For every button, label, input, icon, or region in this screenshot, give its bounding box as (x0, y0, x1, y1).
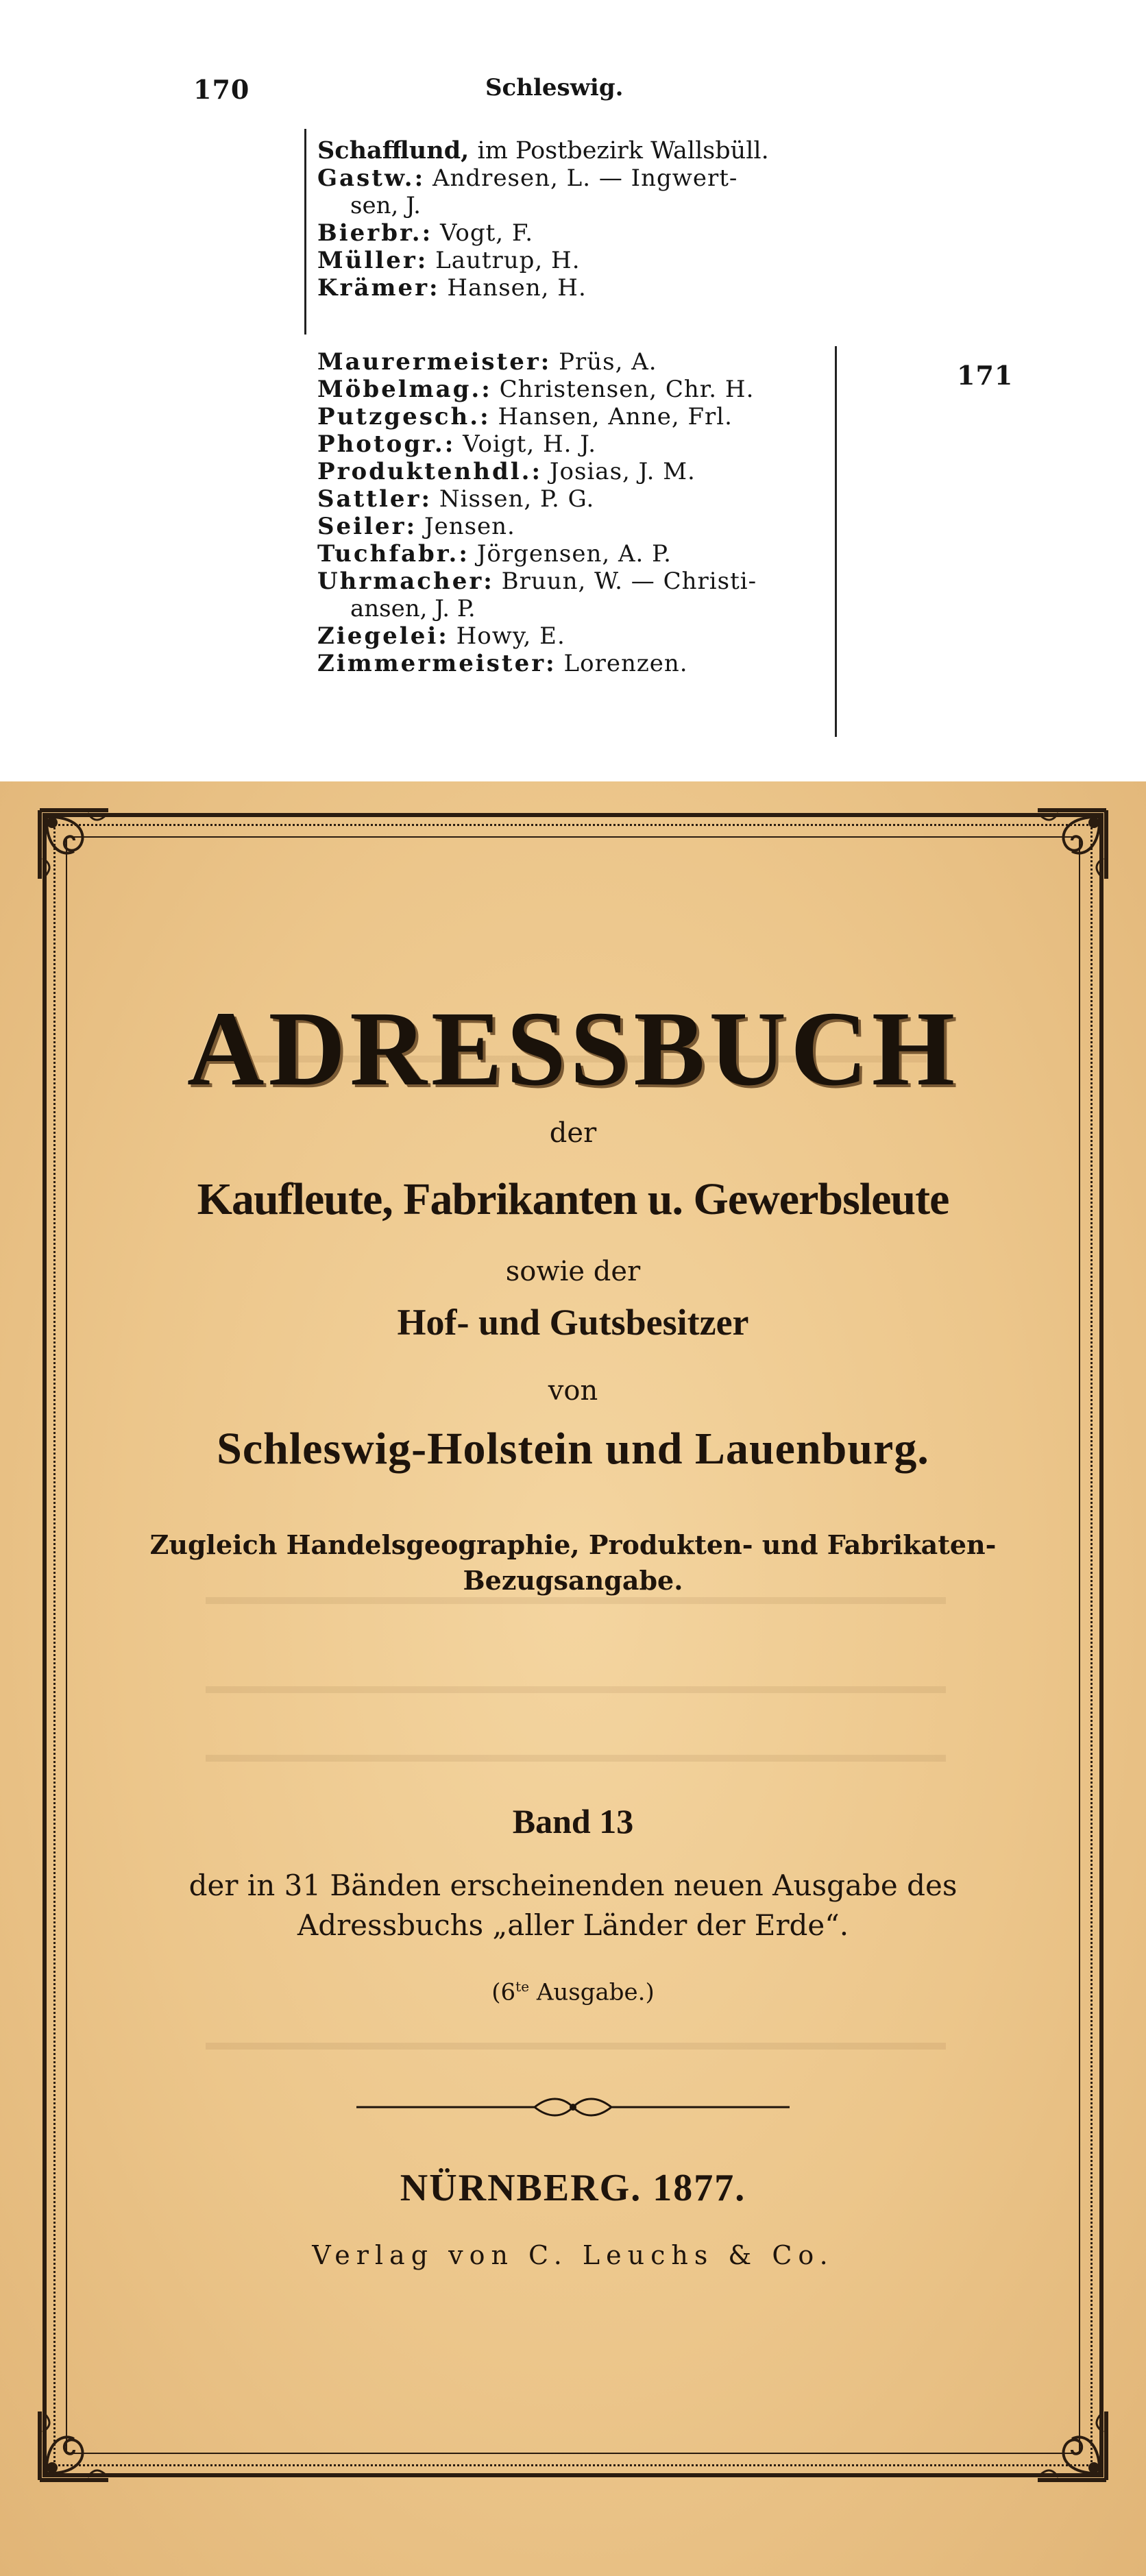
running-head: Schleswig. (485, 74, 624, 101)
entry-name: Andresen, L. — Ingwert- (432, 165, 738, 192)
edition-close: Ausgabe.) (529, 1978, 655, 2006)
edition-open: (6 (491, 1978, 516, 2006)
entry-name: Hansen, Anne, Frl. (498, 403, 733, 430)
corner-ornament-icon (1031, 803, 1113, 886)
title-der: der (549, 1117, 597, 1149)
title-subtitle (0, 1527, 1146, 1599)
entry-category: Sattler: (317, 485, 432, 513)
place-heading (317, 137, 825, 165)
entry-name: Bruun, W. — Christi- (501, 568, 757, 595)
title-von: von (548, 1375, 598, 1407)
ornamental-rule-icon (356, 2093, 790, 2121)
title-edition (0, 1978, 1146, 2006)
entry-category: Photogr.: (317, 430, 456, 458)
directory-entry (317, 485, 825, 513)
directory-entry (317, 622, 825, 650)
edition-sup: te (515, 1978, 530, 1995)
title-band: Band 13 (512, 1802, 634, 1840)
entry-name: Howy, E. (456, 622, 565, 650)
series-line: der in 31 Bänden erscheinenden neuen Ausgabe des (188, 1869, 958, 1902)
title-sowie-der: sowie der (505, 1256, 641, 1287)
title-city-year: NÜRNBERG. 1877. (400, 2167, 746, 2209)
column-rule-right (835, 346, 837, 737)
place-note: im Postbezirk Wallsbüll. (477, 137, 769, 165)
title-adressbuch: ADRESSBUCH (186, 989, 960, 1108)
entry-category: Tuchfabr.: (317, 540, 470, 568)
place-name: Schafflund, (317, 136, 470, 165)
directory-entry (317, 219, 825, 247)
entry-name: Josias, J. M. (549, 458, 696, 485)
corner-ornament-icon (33, 803, 115, 886)
entry-name: Hansen, H. (447, 274, 587, 302)
directory-page (0, 0, 1146, 781)
entry-name: Lautrup, H. (435, 247, 581, 274)
corner-ornament-icon (33, 2405, 115, 2487)
entry-category: Produktenhdl.: (317, 458, 543, 485)
entry-category: Putzgesch.: (317, 403, 491, 430)
title-publisher: Verlag von C. Leuchs & Co. (312, 2240, 834, 2270)
entry-category: Maurermeister: (317, 348, 552, 376)
entry-name: Voigt, H. J. (463, 430, 597, 458)
subtitle-line: Bezugsangabe. (463, 1565, 683, 1596)
entry-name: Jörgensen, A. P. (476, 540, 672, 568)
page-number-left: 170 (193, 74, 250, 105)
directory-entry-continuation: ansen, J. P. (350, 595, 476, 622)
directory-entry (317, 348, 825, 376)
entry-category: Möbelmag.: (317, 376, 492, 403)
subtitle-line: Zugleich Handelsgeographie, Produkten- und Fabrikaten- (149, 1529, 997, 1560)
entry-category: Zimmermeister: (317, 650, 557, 677)
entry-name: Nissen, P. G. (439, 485, 595, 513)
entry-block-continued (317, 348, 825, 677)
entry-name: Christensen, Chr. H. (499, 376, 755, 403)
entry-category: Seiler: (317, 513, 417, 540)
title-series (0, 1866, 1146, 1945)
title-region: Schleswig-Holstein und Lauenburg. (217, 1424, 929, 1474)
directory-entry (317, 376, 825, 403)
corner-ornament-icon (1031, 2405, 1113, 2487)
entry-name: Vogt, F. (439, 219, 534, 247)
entry-category: Gastw.: (317, 165, 426, 192)
directory-entry-continuation: sen, J. (350, 192, 421, 219)
column-rule-left (304, 129, 306, 335)
directory-entry (317, 513, 825, 540)
directory-entry (317, 274, 825, 302)
directory-entry (317, 650, 825, 677)
page-number-right: 171 (957, 360, 1014, 391)
directory-entry (317, 403, 825, 430)
directory-entry (317, 165, 825, 192)
title-kaufleute: Kaufleute, Fabrikanten u. Gewerbsleute (197, 1174, 949, 1224)
entry-category: Ziegelei: (317, 622, 449, 650)
directory-entry (317, 540, 825, 568)
series-line: Adressbuchs „aller Länder der Erde“. (297, 1908, 849, 1942)
entry-name: Prüs, A. (559, 348, 657, 376)
directory-entry (317, 458, 825, 485)
entry-category: Krämer: (317, 274, 440, 302)
title-hof-gutsbesitzer: Hof- und Gutsbesitzer (397, 1302, 749, 1343)
entry-name: Jensen. (424, 513, 515, 540)
entry-category: Müller: (317, 247, 428, 274)
entry-name: Lorenzen. (563, 650, 688, 677)
entry-category: Uhrmacher: (317, 568, 494, 595)
entry-block-schafflund (317, 137, 825, 302)
directory-entry (317, 247, 825, 274)
entry-category: Bierbr.: (317, 219, 433, 247)
directory-entry (317, 430, 825, 458)
directory-entry (317, 568, 825, 595)
